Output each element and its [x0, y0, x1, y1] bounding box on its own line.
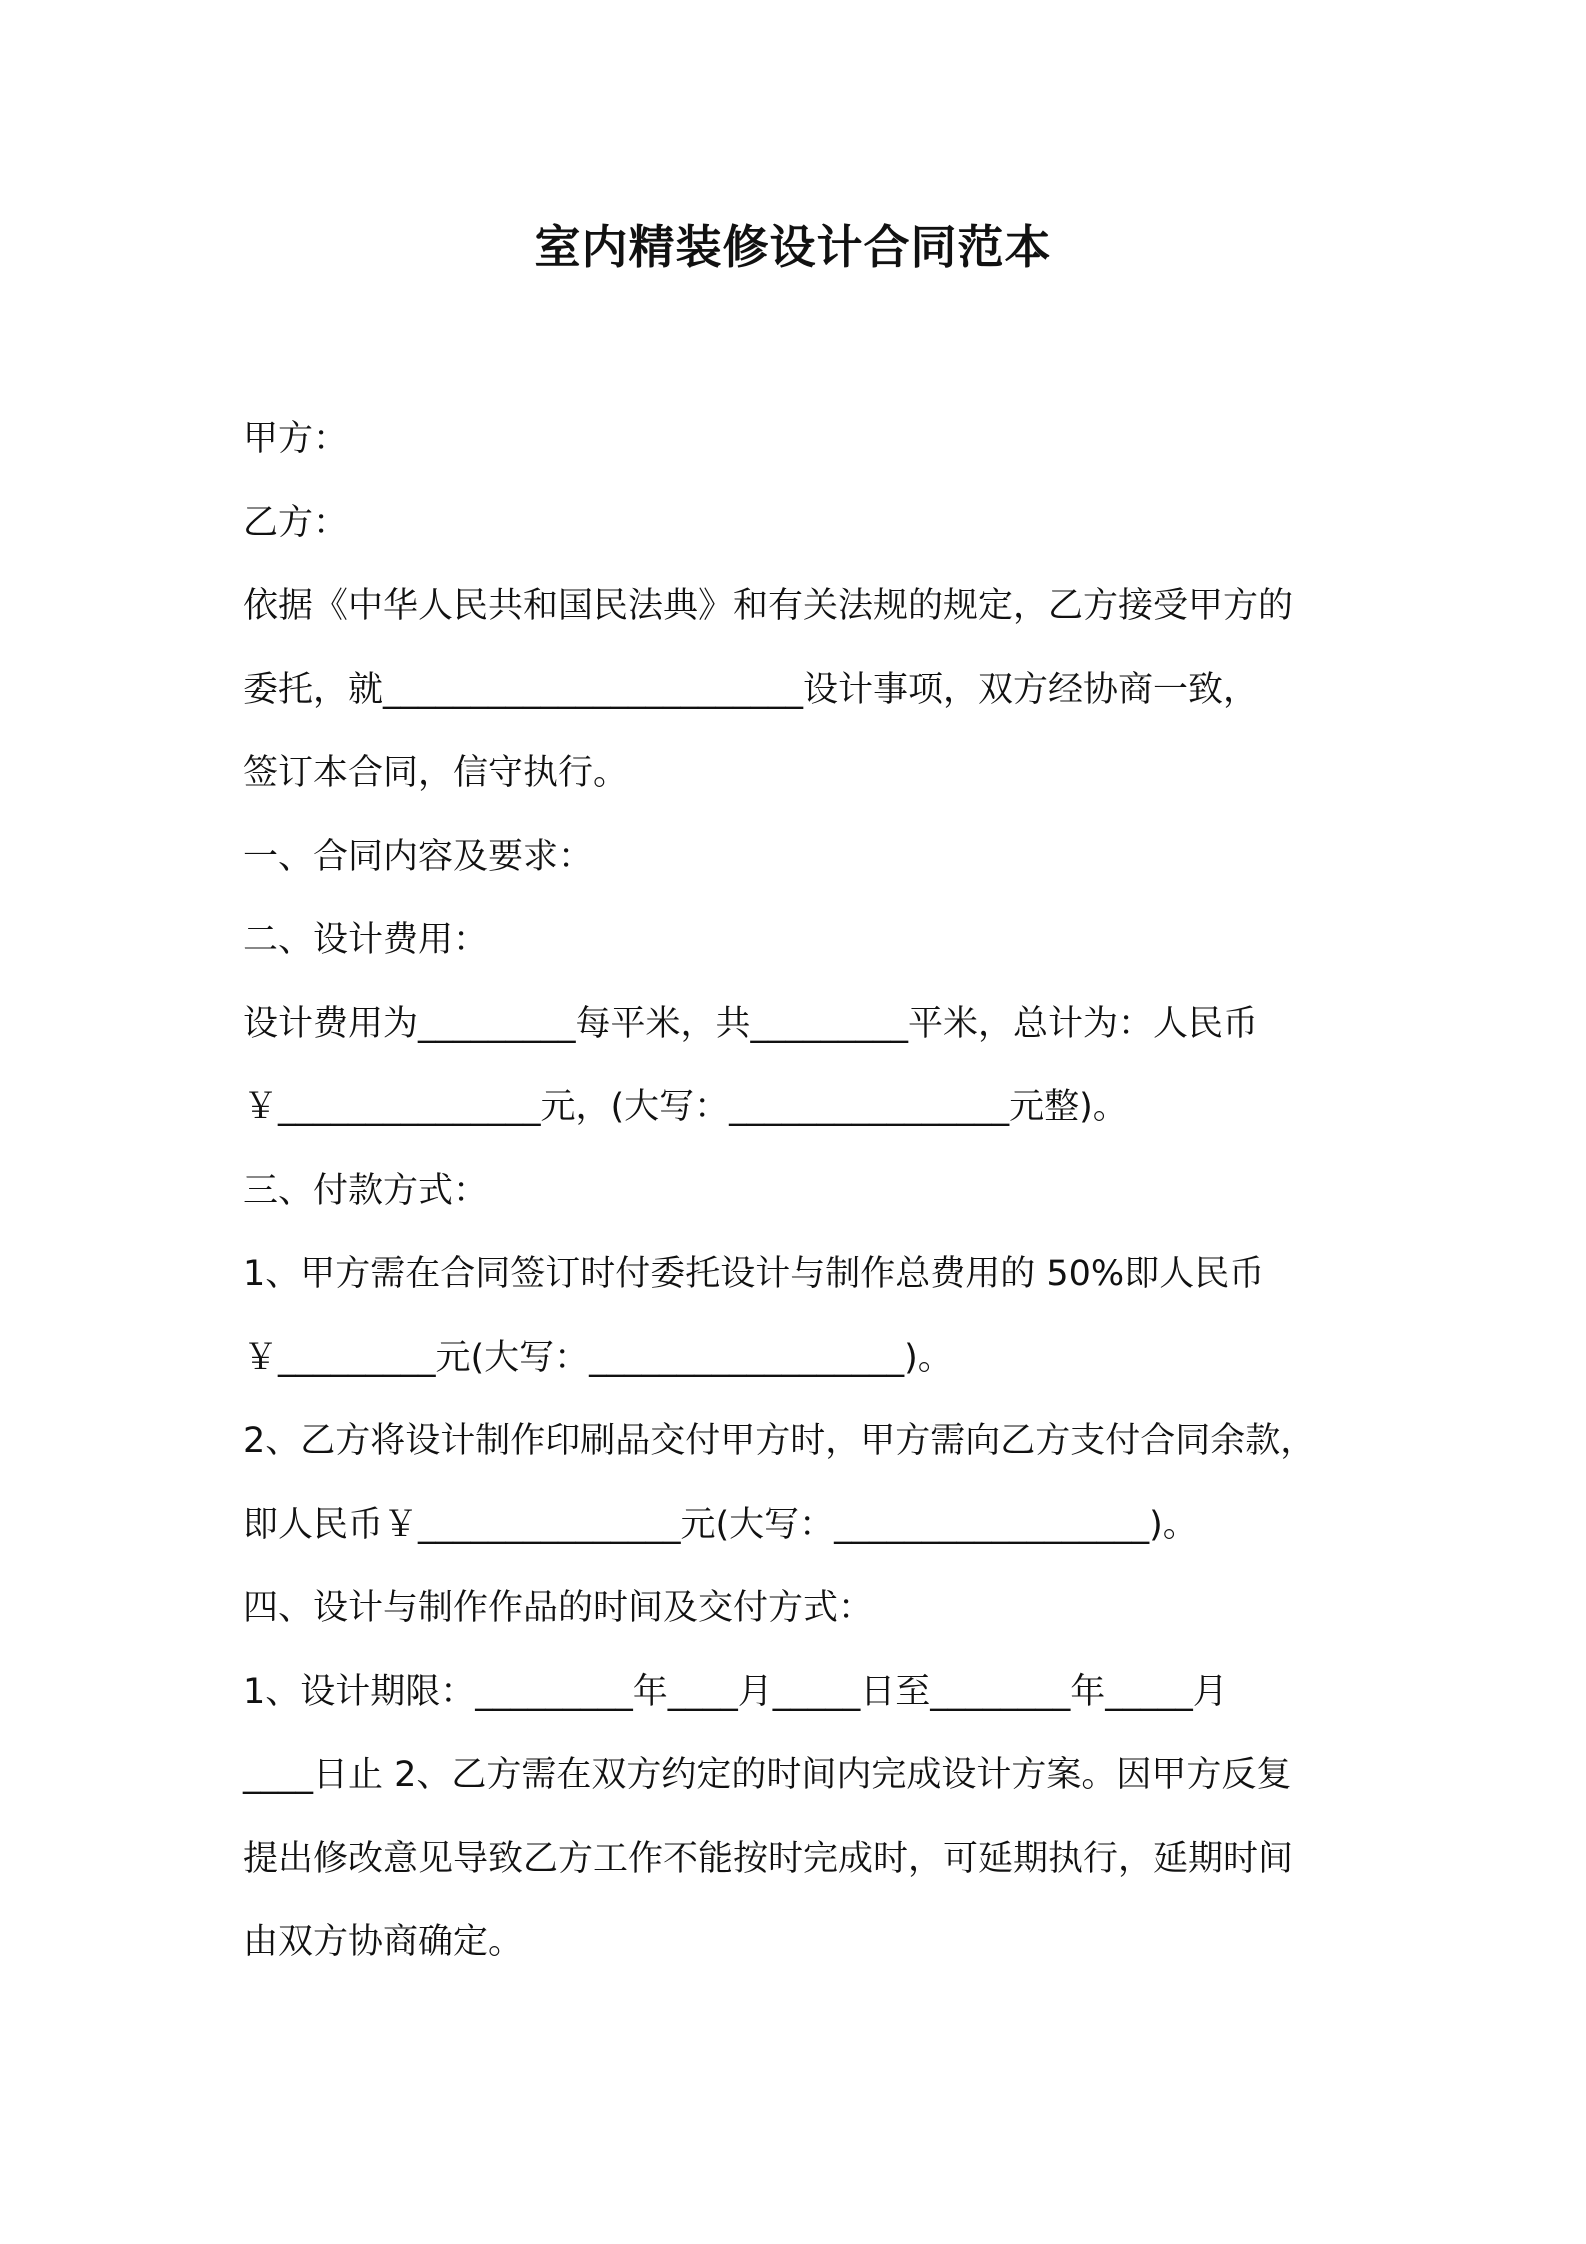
payment-clause-1-line-1: 1、甲方需在合同签订时付委托设计与制作总费用的 50%即人民币 — [243, 1254, 1265, 1294]
schedule-clause-line-1: 1、设计期限：_________年____月_____日至________年_____月 — [243, 1671, 1228, 1712]
design-fee-line-1: 设计费用为_________每平米，共_________平米，总计为：人民币 — [243, 1003, 1259, 1044]
section-3-heading: 三、付款方式： — [243, 1170, 489, 1211]
schedule-clause-line-2: ____日止 2、乙方需在双方约定的时间内完成设计方案。因甲方反复 — [243, 1755, 1292, 1795]
party-a-line: 甲方： — [243, 419, 349, 459]
schedule-clause-line-3: 提出修改意见导致乙方工作不能按时完成时，可延期执行，延期时间 — [243, 1838, 1294, 1879]
schedule-clause-line-4: 由双方协商确定。 — [243, 1922, 524, 1962]
payment-clause-2-line-1: 2、乙方将设计制作印刷品交付甲方时，甲方需向乙方支付合同余款， — [243, 1421, 1316, 1461]
document-title: 室内精装修设计合同范本 — [534, 220, 1052, 274]
section-4-heading: 四、设计与制作作品的时间及交付方式： — [243, 1588, 874, 1628]
design-fee-line-2: ￥_______________元，(大写：________________元整)。 — [243, 1087, 1128, 1127]
section-1-heading: 一、合同内容及要求： — [243, 836, 594, 877]
preamble-line-3: 签订本合同，信守执行。 — [243, 753, 629, 793]
preamble-line-1: 依据《中华人民共和国民法典》和有关法规的规定，乙方接受甲方的 — [243, 586, 1294, 626]
payment-clause-1-line-2: ￥_________元(大写：__________________)。 — [243, 1337, 953, 1378]
payment-clause-2-line-2: 即人民币￥_______________元(大写：__________________)。 — [243, 1504, 1198, 1545]
document-body — [243, 398, 1373, 1985]
section-2-heading: 二、设计费用： — [243, 920, 489, 960]
party-b-line: 乙方： — [243, 502, 349, 543]
preamble-line-2: 委托，就________________________设计事项，双方经协商一致， — [243, 669, 1259, 710]
